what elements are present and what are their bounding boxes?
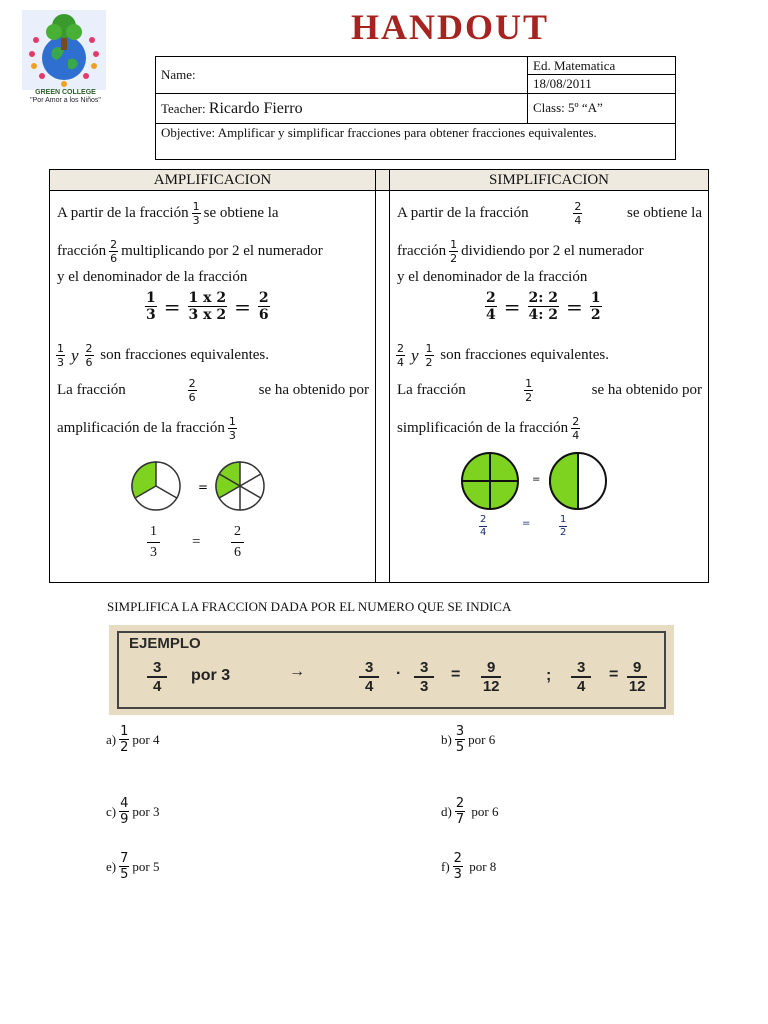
denominator: 4 [486, 307, 496, 323]
simp-bottom-fraction-1 [479, 514, 487, 539]
amp-pie-diagram [130, 460, 270, 512]
numerator: 1 [560, 514, 567, 525]
simp-p1-text: A partir de la fracción [397, 205, 529, 221]
pie-equals: = [198, 480, 209, 494]
numerator: 2 [455, 796, 465, 811]
pie-two-sixths [216, 462, 264, 510]
numerator: 4 [120, 796, 129, 811]
simp-p5-text-end: se ha obtenido por [591, 382, 702, 398]
equiv-fraction-2 [425, 342, 434, 369]
numerator: 9 [481, 659, 501, 678]
numerator: 1 [228, 415, 236, 428]
simp-paragraph-line6 [397, 415, 583, 442]
teacher-cell [156, 94, 528, 124]
denominator: 6 [110, 252, 118, 265]
amp-paragraph-line2 [57, 238, 323, 265]
exercise-label: d) [441, 803, 452, 819]
separator-heading [376, 170, 390, 191]
numerator: 1 [147, 522, 160, 543]
denominator: 6 [85, 356, 93, 369]
amp-equation [142, 290, 273, 323]
numerator: 1 [450, 238, 458, 251]
simp-paragraph-line5 [397, 377, 702, 404]
numerator: 1 [57, 342, 64, 355]
denominator: 9 [120, 812, 129, 827]
amp-paragraph-line5 [57, 377, 369, 404]
denominator: 2 [560, 527, 567, 538]
exercise-item [106, 796, 159, 827]
pie-two-fourths [462, 453, 518, 509]
exercise-fraction [455, 796, 465, 827]
equals-sign: = [503, 294, 521, 319]
page-title: HANDOUT [350, 7, 549, 47]
conjunction-y: y [71, 345, 79, 365]
denominator: 4 [153, 678, 162, 695]
eq-fraction-1 [485, 290, 497, 323]
subject-cell: Ed. Matematica [528, 57, 675, 75]
denominator: 3 [150, 545, 157, 560]
denominator: 3 [420, 678, 429, 695]
exercise-label: f) [441, 858, 450, 874]
denominator: 2 [525, 391, 533, 404]
arrow-right-icon: → [289, 663, 305, 680]
pie-one-half [550, 453, 606, 509]
exercise-item [441, 851, 496, 882]
denominator: 12 [482, 678, 500, 695]
numerator: 2 [188, 377, 196, 390]
exercise-fraction [119, 796, 129, 827]
comparison-table [49, 169, 709, 583]
simp-p2-text: fracción [397, 242, 447, 259]
denominator: 2 [590, 307, 601, 323]
example-equals-2: = [609, 666, 619, 683]
numerator: 3 [571, 659, 591, 678]
example-check-fraction-2 [627, 659, 647, 695]
numerator: 1 [425, 342, 433, 355]
objective-text: Amplificar y simplificar fracciones para obtener fracciones equivalentes. [217, 125, 597, 140]
denominator: 12 [628, 678, 646, 695]
exercise-fraction [119, 851, 129, 882]
numerator: 3 [455, 724, 465, 739]
numerator: 2 [453, 851, 462, 866]
exercise-label: c) [106, 803, 117, 819]
denominator: 3 [453, 867, 462, 882]
denominator: 4 [365, 678, 374, 695]
school-name: GREEN COLLEGE [35, 89, 96, 96]
denominator: 2 [450, 252, 458, 265]
simp-p5-fraction [524, 377, 533, 404]
numerator: 2 [110, 238, 118, 251]
exercise-instruction: SIMPLIFICA LA FRACCION DADA POR EL NUMERO QUE SE INDICA [107, 599, 512, 614]
simp-paragraph-line2 [397, 238, 644, 265]
numerator: 1 [120, 724, 129, 739]
exercise-fraction [455, 724, 465, 755]
denominator: 7 [455, 812, 465, 827]
objective-label: Objective: [161, 125, 216, 140]
numerator: 2 [486, 290, 496, 306]
denominator: 3 [228, 429, 236, 442]
simp-equation [482, 290, 605, 323]
denominator: 5 [120, 867, 129, 882]
exercise-text: por 4 [132, 731, 160, 747]
amp-bottom-fraction-1 [147, 522, 160, 563]
exercise-text: por 8 [465, 858, 497, 874]
simp-bottom-fraction-2 [559, 514, 567, 539]
simp-p6-fraction [571, 415, 580, 442]
amp-p5-text-end: se ha obtenido por [258, 382, 369, 398]
exercise-item [106, 851, 159, 882]
eq-fraction-1 [145, 290, 157, 323]
simp-p1-fraction [573, 200, 582, 227]
equals-sign: = [234, 294, 251, 319]
exercise-item [441, 796, 498, 827]
numerator: 1 [525, 377, 533, 390]
example-dot: · [396, 665, 402, 682]
example-por: por 3 [191, 667, 231, 684]
amp-paragraph-line1 [57, 200, 279, 227]
exercise-item [106, 724, 159, 755]
equiv-fraction-2 [85, 342, 94, 369]
numerator: 2 [258, 290, 269, 306]
eq-fraction-2 [528, 290, 560, 323]
numerator: 2 [574, 200, 582, 213]
numerator: 1 [590, 290, 601, 306]
denominator: 3 [57, 356, 64, 369]
school-motto: "Por Amor a los Niños" [30, 97, 101, 104]
example-image [109, 625, 674, 715]
equiv-text: son fracciones equivalentes. [100, 346, 269, 363]
denominator: 3 [146, 307, 156, 323]
teacher-label: Teacher: [161, 101, 206, 116]
example-title: EJEMPLO [129, 635, 201, 652]
amp-p2-text: fracción [57, 242, 107, 259]
simp-p2-fraction [449, 238, 458, 265]
denominator: 4 [572, 429, 580, 442]
denominator: 5 [455, 740, 465, 755]
date-cell: 18/08/2011 [528, 75, 675, 94]
eq-fraction-3 [258, 290, 270, 323]
amp-paragraph-line3: y el denominador de la fracción [57, 269, 248, 285]
simp-p2-text-end: dividiendo por 2 el numerador [461, 242, 644, 259]
pie-one-third [132, 462, 180, 510]
class-cell [528, 94, 675, 124]
amp-p6-fraction [228, 415, 237, 442]
numerator: 7 [120, 851, 129, 866]
conjunction-y: y [411, 345, 419, 365]
class-value: 5º “A” [568, 100, 603, 115]
numerator: 3 [414, 659, 434, 678]
simp-pie-diagram [460, 450, 610, 512]
exercise-text: por 6 [468, 803, 499, 819]
example-equals-1: = [451, 666, 461, 683]
simp-equivalence-line [393, 342, 609, 369]
example-check-fraction-1 [571, 659, 591, 695]
amp-p1-fraction [192, 200, 201, 227]
denominator: 4 [480, 527, 487, 538]
numerator: 3 [147, 659, 167, 678]
amp-bottom-equals: = [192, 534, 201, 550]
amp-p1-text-end: se obtiene la [203, 204, 279, 221]
numerator: 2 [572, 415, 580, 428]
example-mult-fraction-1 [359, 659, 379, 695]
tree-globe-logo-icon [22, 10, 106, 90]
amp-p2-text-end: multiplicando por 2 el numerador [121, 242, 323, 259]
denominator: 4 [397, 356, 404, 369]
exercise-item [441, 724, 495, 755]
numerator: 9 [627, 659, 647, 678]
denominator: 4 [574, 214, 582, 227]
numerator: 2 [480, 514, 487, 525]
equals-sign: = [163, 294, 181, 319]
eq-fraction-3 [590, 290, 602, 323]
simp-bottom-equals: = [522, 518, 531, 529]
amp-p6-text: amplificación de la fracción [57, 419, 225, 436]
exercise-label: b) [441, 731, 452, 747]
eq-fraction-2 [188, 290, 228, 323]
amplificacion-heading: AMPLIFICACION [50, 170, 376, 191]
exercise-label: e) [106, 858, 117, 874]
example-semicolon: ; [546, 667, 552, 684]
numerator: 2 [397, 342, 404, 355]
objective-cell [156, 124, 675, 159]
school-logo [22, 10, 106, 90]
exercise-fraction [453, 851, 463, 882]
numerator: 2: 2 [528, 290, 559, 306]
amp-p2-fraction [109, 238, 118, 265]
simp-paragraph-line3: y el denominador de la fracción [397, 269, 588, 285]
exercise-label: a) [106, 731, 117, 747]
simp-p5-text: La fracción [397, 382, 466, 398]
exercise-text: por 3 [132, 803, 160, 819]
numerator: 2 [85, 342, 93, 355]
denominator: 6 [188, 391, 196, 404]
numerator: 3 [359, 659, 379, 678]
denominator: 2 [120, 740, 129, 755]
denominator: 4: 2 [528, 307, 559, 323]
exercise-fraction [119, 724, 129, 755]
simp-p1-text-end: se obtiene la [627, 205, 702, 221]
example-result-fraction [481, 659, 501, 695]
equiv-fraction-1 [396, 342, 405, 369]
denominator: 6 [234, 545, 241, 560]
numerator: 1 [146, 290, 156, 306]
numerator: 1 x 2 [188, 290, 227, 306]
amp-paragraph-line6 [57, 415, 240, 442]
denominator: 4 [577, 678, 586, 695]
amp-p5-fraction [188, 377, 197, 404]
amp-p1-text: A partir de la fracción [57, 204, 189, 221]
simplificacion-heading: SIMPLIFICACION [390, 170, 708, 191]
numerator: 2 [231, 522, 244, 543]
example-fraction [147, 659, 167, 695]
denominator: 3 x 2 [188, 307, 227, 323]
amp-p5-text: La fracción [57, 382, 126, 398]
simp-paragraph-line1 [397, 200, 702, 227]
denominator: 6 [258, 307, 269, 323]
logo-caption [18, 89, 113, 105]
separator-column [376, 191, 390, 582]
teacher-name: Ricardo Fierro [208, 100, 303, 117]
equals-sign: = [566, 294, 583, 319]
amp-equivalence-line [53, 342, 269, 369]
numerator: 1 [192, 200, 200, 213]
header-table [155, 56, 676, 160]
amp-bottom-fraction-2 [231, 522, 244, 563]
pie-equals: = [532, 474, 541, 485]
name-label: Name: [161, 67, 196, 82]
class-label: Class: [533, 100, 565, 115]
name-cell [156, 57, 528, 94]
example-mult-fraction-2 [414, 659, 434, 695]
equiv-text: son fracciones equivalentes. [440, 346, 609, 363]
exercise-text: por 5 [132, 858, 160, 874]
exercise-text: por 6 [468, 731, 496, 747]
denominator: 3 [192, 214, 200, 227]
denominator: 2 [425, 356, 433, 369]
equiv-fraction-1 [56, 342, 65, 369]
simp-p6-text: simplificación de la fracción [397, 419, 569, 436]
